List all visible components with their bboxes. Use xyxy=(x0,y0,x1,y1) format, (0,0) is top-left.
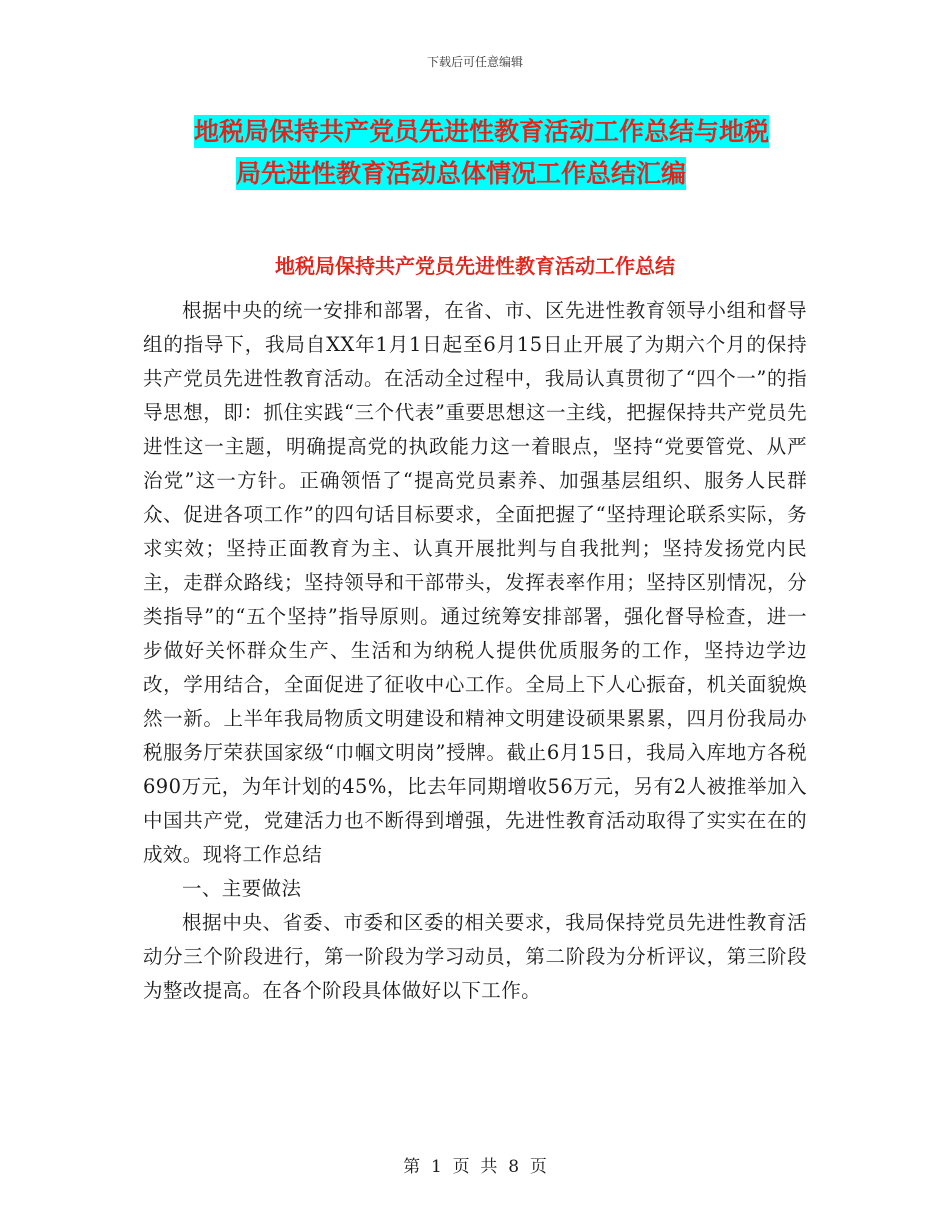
main-title xyxy=(180,111,820,195)
paragraph-stages: 根据中央、省委、市委和区委的相关要求，我局保持党员先进性教育活动分三个阶段进行，第一阶段为学习动员，第二阶段为分析评议，第三阶段为整改提高。在各个阶段具体做好以下工作。 xyxy=(143,911,807,1002)
main-title-line-2: 局先进性教育活动总体情况工作总结汇编 xyxy=(236,159,687,188)
header-note: 下载后可任意编辑 xyxy=(426,55,523,69)
main-title-line-1: 地税局保持共产党员先进性教育活动工作总结与地税 xyxy=(194,117,770,146)
document-body xyxy=(143,294,807,1008)
section-title: 地税局保持共产党员先进性教育活动工作总结 xyxy=(275,254,675,278)
heading-main-practices: 一、主要做法 xyxy=(182,877,302,900)
page-number-footer: 第 1 页 共 8 页 xyxy=(403,1157,547,1177)
paragraph-intro: 根据中央的统一安排和部署，在省、市、区先进性教育领导小组和督导组的指导下，我局自XX年1月1日起至6月15日止开展了为期六个月的保持共产党员先进性教育活动。在活动全过程中，我局认真贯彻了“四个一”的指导思想，即：抓住实践“三个代表”重要思想这一主线，把握保持共产党员先进性这一主题，明确提高党的执政能力这一着眼点，坚持“党要管党、从严治党”这一方针。正确领悟了“提高党员素养、加强基层组织、服务人民群众、促进各项工作”的四句话目标要求，全面把握了“坚持理论联系实际，务求实效；坚持正面教育为主、认真开展批判与自我批判；坚持发扬党内民主，走群众路线；坚持领导和干部带头，发挥表率作用；坚持区别情况，分类指导”的“五个坚持”指导原则。通过统筹安排部署，强化督导检查，进一步做好关怀群众生产、生活和为纳税人提供优质服务的工作，坚持边学边改，学用结合，全面促进了征收中心工作。全局上下人心振奋，机关面貌焕然一新。上半年我局物质文明建设和精神文明建设硕果累累，四月份我局办税服务厅荣获国家级“巾帼文明岗”授牌。截止6月15日，我局入库地方各税690万元，为年计划的45%，比去年同期增收56万元，另有2人被推举加入中国共产党，党建活力也不断得到增强，先进性教育活动取得了实实在在的成效。现将工作总结 xyxy=(143,299,807,866)
